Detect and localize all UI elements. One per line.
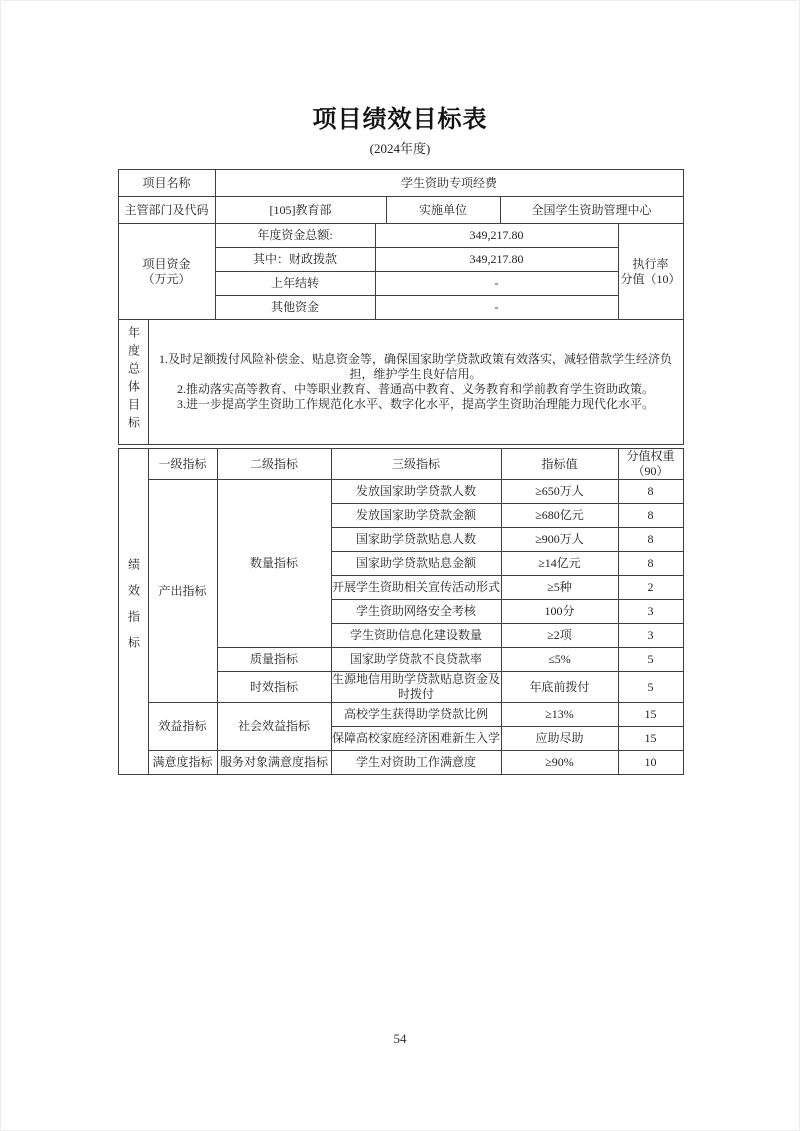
indicator-value: ≥90% — [501, 751, 618, 775]
funds-other-label: 其他资金 — [215, 296, 375, 320]
table-row — [118, 320, 683, 445]
annual-goal-line-1: 1.及时足额拨付风险补偿金、贴息资金等，确保国家助学贷款政策有效落实，减轻借款学生经济负担，维护学生良好信用。 — [158, 352, 672, 381]
header-value: 指标值 — [501, 449, 618, 480]
funds-fiscal-value: 349,217.80 — [375, 248, 618, 272]
level2-quality: 质量指标 — [217, 648, 331, 672]
indicator-name: 保障高校家庭经济困难新生入学 — [331, 727, 501, 751]
level1-satisfaction: 满意度指标 — [148, 751, 217, 775]
indicator-value: ≥13% — [501, 703, 618, 727]
funds-fiscal-label: 其中：财政拨款 — [215, 248, 375, 272]
impl-unit-label: 实施单位 — [386, 197, 500, 224]
funds-other-value: - — [375, 296, 618, 320]
indicator-weight: 3 — [618, 624, 683, 648]
header-weight-line1: 分值权重 — [626, 449, 675, 463]
indicator-row — [118, 751, 683, 775]
annual-goal-side-label-text: 年度总体目标 — [126, 326, 141, 434]
funds-label-line2: （万元） — [142, 271, 191, 286]
annual-goal-side-label — [118, 320, 148, 445]
indicators-side-label — [118, 449, 148, 775]
table-row — [118, 170, 683, 197]
funds-carryover-label: 上年结转 — [215, 272, 375, 296]
indicator-value: 应助尽助 — [501, 727, 618, 751]
indicator-row — [118, 480, 683, 504]
annual-goal-table — [118, 319, 684, 445]
level2-quantity: 数量指标 — [217, 480, 331, 648]
level2-service: 服务对象满意度指标 — [217, 751, 331, 775]
indicator-value: ≤5% — [501, 648, 618, 672]
annual-goal-content — [148, 320, 683, 445]
indicator-name: 高校学生获得助学贷款比例 — [331, 703, 501, 727]
indicator-value: 100分 — [501, 600, 618, 624]
table-row — [118, 224, 683, 248]
indicator-weight: 5 — [618, 648, 683, 672]
level1-benefit: 效益指标 — [148, 703, 217, 751]
level1-output: 产出指标 — [148, 480, 217, 703]
table-row — [118, 197, 683, 224]
indicator-weight: 8 — [618, 504, 683, 528]
indicator-value: ≥5种 — [501, 576, 618, 600]
indicator-weight: 8 — [618, 480, 683, 504]
indicator-value: ≥14亿元 — [501, 552, 618, 576]
project-name-value: 学生资助专项经费 — [215, 170, 683, 197]
project-info-table — [118, 169, 684, 224]
indicators-side-label-text: 绩效指标 — [126, 557, 141, 662]
funds-total-value: 349,217.80 — [375, 224, 618, 248]
execution-rate-label — [618, 224, 683, 320]
indicator-value: ≥650万人 — [501, 480, 618, 504]
indicator-row — [118, 703, 683, 727]
dept-value: [105]教育部 — [215, 197, 386, 224]
annual-goal-line-3: 3.进一步提高学生资助工作规范化水平、数字化水平，提高学生资助治理能力现代化水平。 — [176, 397, 654, 411]
indicator-value: ≥2项 — [501, 624, 618, 648]
header-level2: 二级指标 — [217, 449, 331, 480]
level2-timeliness: 时效指标 — [217, 672, 331, 703]
indicator-weight: 5 — [618, 672, 683, 703]
funds-carryover-value: - — [375, 272, 618, 296]
indicator-value: 年底前拨付 — [501, 672, 618, 703]
indicator-name: 生源地信用助学贷款贴息资金及时拨付 — [331, 672, 500, 701]
indicator-weight: 3 — [618, 600, 683, 624]
indicator-weight: 8 — [618, 528, 683, 552]
indicators-header-row — [118, 449, 683, 480]
indicator-name: 学生资助信息化建设数量 — [331, 624, 501, 648]
page-number: 54 — [393, 1031, 407, 1046]
indicator-weight: 10 — [618, 751, 683, 775]
indicator-value: ≥900万人 — [501, 528, 618, 552]
indicator-value: ≥680亿元 — [501, 504, 618, 528]
funds-total-label: 年度资金总额: — [215, 224, 375, 248]
indicator-weight: 8 — [618, 552, 683, 576]
indicator-name: 学生资助网络安全考核 — [331, 600, 501, 624]
indicator-weight: 2 — [618, 576, 683, 600]
project-name-label: 项目名称 — [118, 170, 215, 197]
funds-table — [118, 223, 684, 320]
indicator-name: 发放国家助学贷款金额 — [331, 504, 501, 528]
indicator-name: 发放国家助学贷款人数 — [331, 480, 501, 504]
funds-label — [118, 224, 215, 320]
execution-rate-line1: 执行率 — [632, 256, 669, 271]
dept-label: 主管部门及代码 — [118, 197, 215, 224]
header-weight — [618, 449, 683, 480]
indicator-name: 开展学生资助相关宣传活动形式 — [331, 576, 501, 600]
annual-goal-line-2: 2.推动落实高等教育、中等职业教育、普通高中教育、义务教育和学前教育学生资助政策。 — [176, 382, 654, 396]
level2-social: 社会效益指标 — [217, 703, 331, 751]
indicators-table — [118, 448, 684, 775]
indicator-weight: 15 — [618, 727, 683, 751]
indicator-name: 国家助学贷款贴息金额 — [331, 552, 501, 576]
funds-label-line1: 项目资金 — [142, 256, 191, 271]
impl-unit-value: 全国学生资助管理中心 — [500, 197, 683, 224]
header-level1: 一级指标 — [148, 449, 217, 480]
page-title: 项目绩效目标表 — [312, 106, 488, 133]
header-level3: 三级指标 — [331, 449, 501, 480]
indicator-name: 国家助学贷款贴息人数 — [331, 528, 501, 552]
header-weight-line2: （90） — [632, 464, 669, 478]
execution-rate-line2: 分值（10） — [620, 271, 681, 286]
document-body — [118, 169, 683, 775]
indicator-name: 国家助学贷款不良贷款率 — [331, 648, 501, 672]
indicator-weight: 15 — [618, 703, 683, 727]
indicator-name: 学生对资助工作满意度 — [331, 751, 501, 775]
page-subtitle: (2024年度) — [369, 141, 431, 156]
